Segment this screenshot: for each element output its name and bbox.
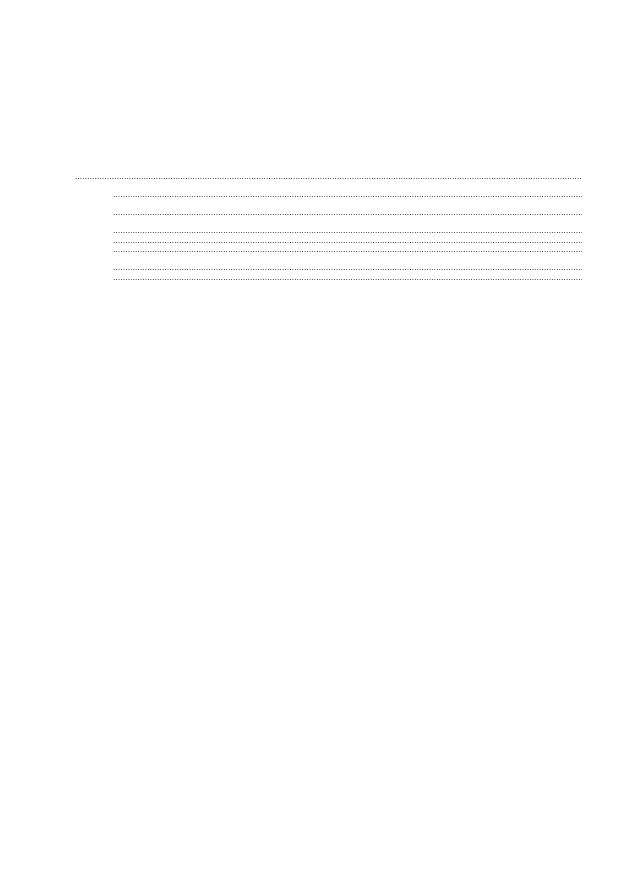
toc-entry[interactable] [75,208,583,218]
toc-leader-dots [75,172,582,182]
toc-leader-dots [113,263,582,273]
toc-entry[interactable] [75,245,583,255]
toc-entry[interactable] [75,226,583,236]
toc-entry[interactable] [75,190,583,200]
toc-leader-dots [113,190,582,200]
toc-entry[interactable] [75,263,583,273]
toc-leader-dots [113,245,582,255]
toc-entry[interactable] [75,172,583,182]
toc-entry[interactable] [75,273,583,283]
table-of-contents [75,172,583,282]
toc-leader-dots [113,236,582,246]
toc-leader-dots [113,273,582,283]
toc-leader-dots [113,208,582,218]
toc-leader-dots [113,226,582,236]
toc-entry[interactable] [75,236,583,246]
